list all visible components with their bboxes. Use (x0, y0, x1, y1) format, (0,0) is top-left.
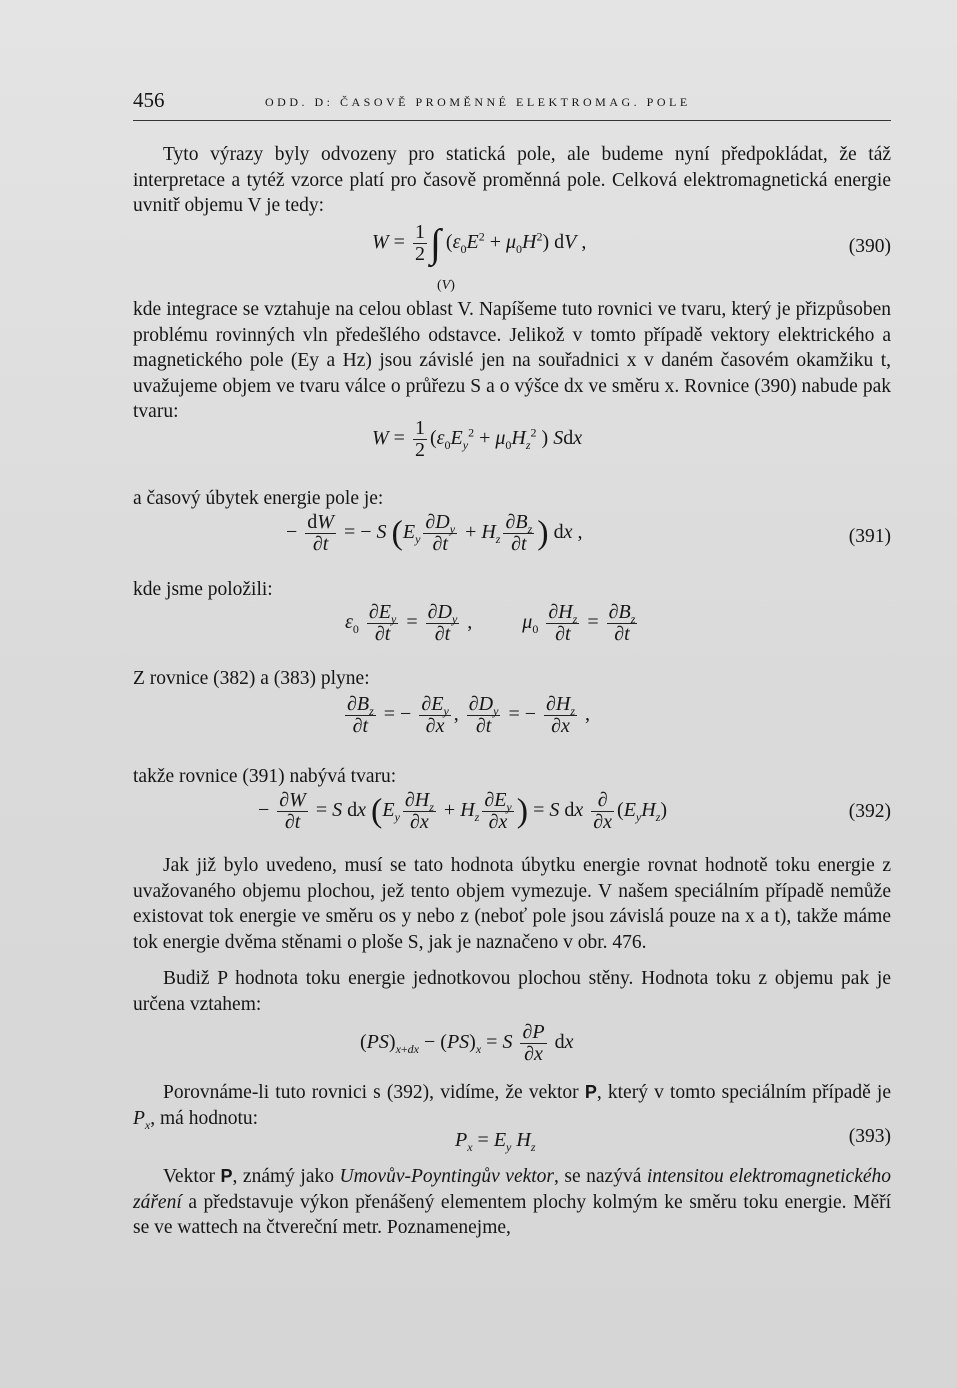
equation-definitions: $\varepsilon_0$ $\frac{\partial E_y}{\partial t}$ = $\frac{\partial D_y}{\partial t}$ , $\mu_0$ $\frac{\partial H_z}{\partial t}$ = $\frac{\partial B_z}{\partial t}$ (345, 601, 636, 645)
paragraph-5: Z rovnice (382) a (383) plyne: (133, 668, 370, 689)
paragraph-10: Vektor P, známý jako Umovův-Poyntingův vektor, se nazývá intensitou elektromagnetického záření a představuje výkon přenášený elementem plochy kolmým ke směru toku energie. Měří se ve wattech na čtvereční metr. Poznamenejme, (133, 1166, 892, 1238)
paragraph-2: kde integrace se vztahuje na celou oblast V. Napíšeme tuto rovnici ve tvaru, který je přizpůsoben problému rovinných vln předešlého odstavce. Jelikož v tomto případě vektory elektrického a magnetického pole (Ey a Hz) jsou závislé jen na souřadnici x v daném časovém okamžiku t, uvažujeme objem ve tvaru válce o průřezu S a o výšce dx ve směru x. Rovnice (390) nabude pak tvaru: (133, 299, 891, 422)
paragraph-8: Budiž P hodnota toku energie jednotkovou plochou stěny. Hodnota toku z objemu pak je určena vztahem: (133, 968, 891, 1015)
paragraph-7: Jak již bylo uvedeno, musí se tato hodnota úbytku energie rovnat hodnotě toku energie z uvažovaného objemu plochou, jež tento objem vymezuje. V našem speciálním případě nemůže existovat tok energie ve směru os y nebo z (neboť pole jsou závislá pouze na x a t), takže máme tok energie dvěma stěnami o ploše S, jak je naznačeno v obr. 476. (133, 855, 891, 953)
vector-P-symbol-2: P (220, 1166, 233, 1186)
paragraph-9: Porovnáme-li tuto rovnici s (392), vidíme, že vektor P, který v tomto speciálním případě je $P_x$, má hodnotu: (133, 1082, 891, 1132)
page-number: 456 (133, 88, 165, 112)
equation-energy-cylinder: W = $\frac{1}{2}$ ($\varepsilon_0E_y^2 + \mu_0H_z^2$ ) Sdx (372, 417, 583, 461)
page-header (133, 88, 893, 122)
equation-flux: $(PS)_{x+dx} - (PS)_x = S$ $\frac{\partial P}{\partial x}$ dx (360, 1021, 574, 1065)
vector-P-symbol: P (584, 1082, 597, 1102)
paragraph-3: a časový úbytek energie pole je: (133, 488, 384, 509)
equation-393: $P_x = E_y$ $H_z$ (455, 1129, 536, 1154)
paragraph-1: Tyto výrazy byly odvozeny pro statická pole, ale budeme nyní předpokládat, že táž interpretace a tytéž vzorce platí pro časově proměnná pole. Celková elektromagnetická energie uvnitř objemu V je tedy: (133, 144, 891, 216)
equation-maxwell-relations: $\frac{\partial B_z}{\partial t}$ = − $\frac{\partial E_y}{\partial x}$ , $\frac{\partial D_y}{\partial t}$ = − $\frac{\partial H_z}{\partial x}$ , (347, 693, 591, 737)
header-rule (133, 120, 891, 121)
running-title: ODD. D: ČASOVĚ PROMĚNNÉ ELEKTROMAG. POLE (265, 95, 691, 109)
equation-390: W = $\frac{1}{2}$ ∫ $(\varepsilon_0E^2 + \mu_0H^2)$ dV , (372, 220, 587, 266)
equation-number-390: (390) (848, 236, 891, 257)
equation-392: − $\frac{\partial W}{\partial t}$ = S dx ($E_y$ $\frac{\partial H_z}{\partial x}$ + $H_z$ $\frac{\partial E_y}{\partial x}$ ) = S dx $\frac{\partial}{\partial x}$ $(E_yH_z)$ (258, 789, 668, 833)
paragraph-4: kde jsme položili: (133, 579, 273, 600)
equation-number-393: (393) (848, 1126, 891, 1147)
equation-number-392: (392) (848, 801, 891, 822)
equation-391: − $\frac{dW}{\partial t}$ = − S ($E_y$ $\frac{\partial D_y}{\partial t}$ + $H_z$ $\frac{\partial B_z}{\partial t}$ ) dx , (286, 511, 583, 555)
integration-domain: (V) (437, 278, 455, 293)
paragraph-6: takže rovnice (391) nabývá tvaru: (133, 766, 397, 787)
equation-number-391: (391) (848, 526, 891, 547)
